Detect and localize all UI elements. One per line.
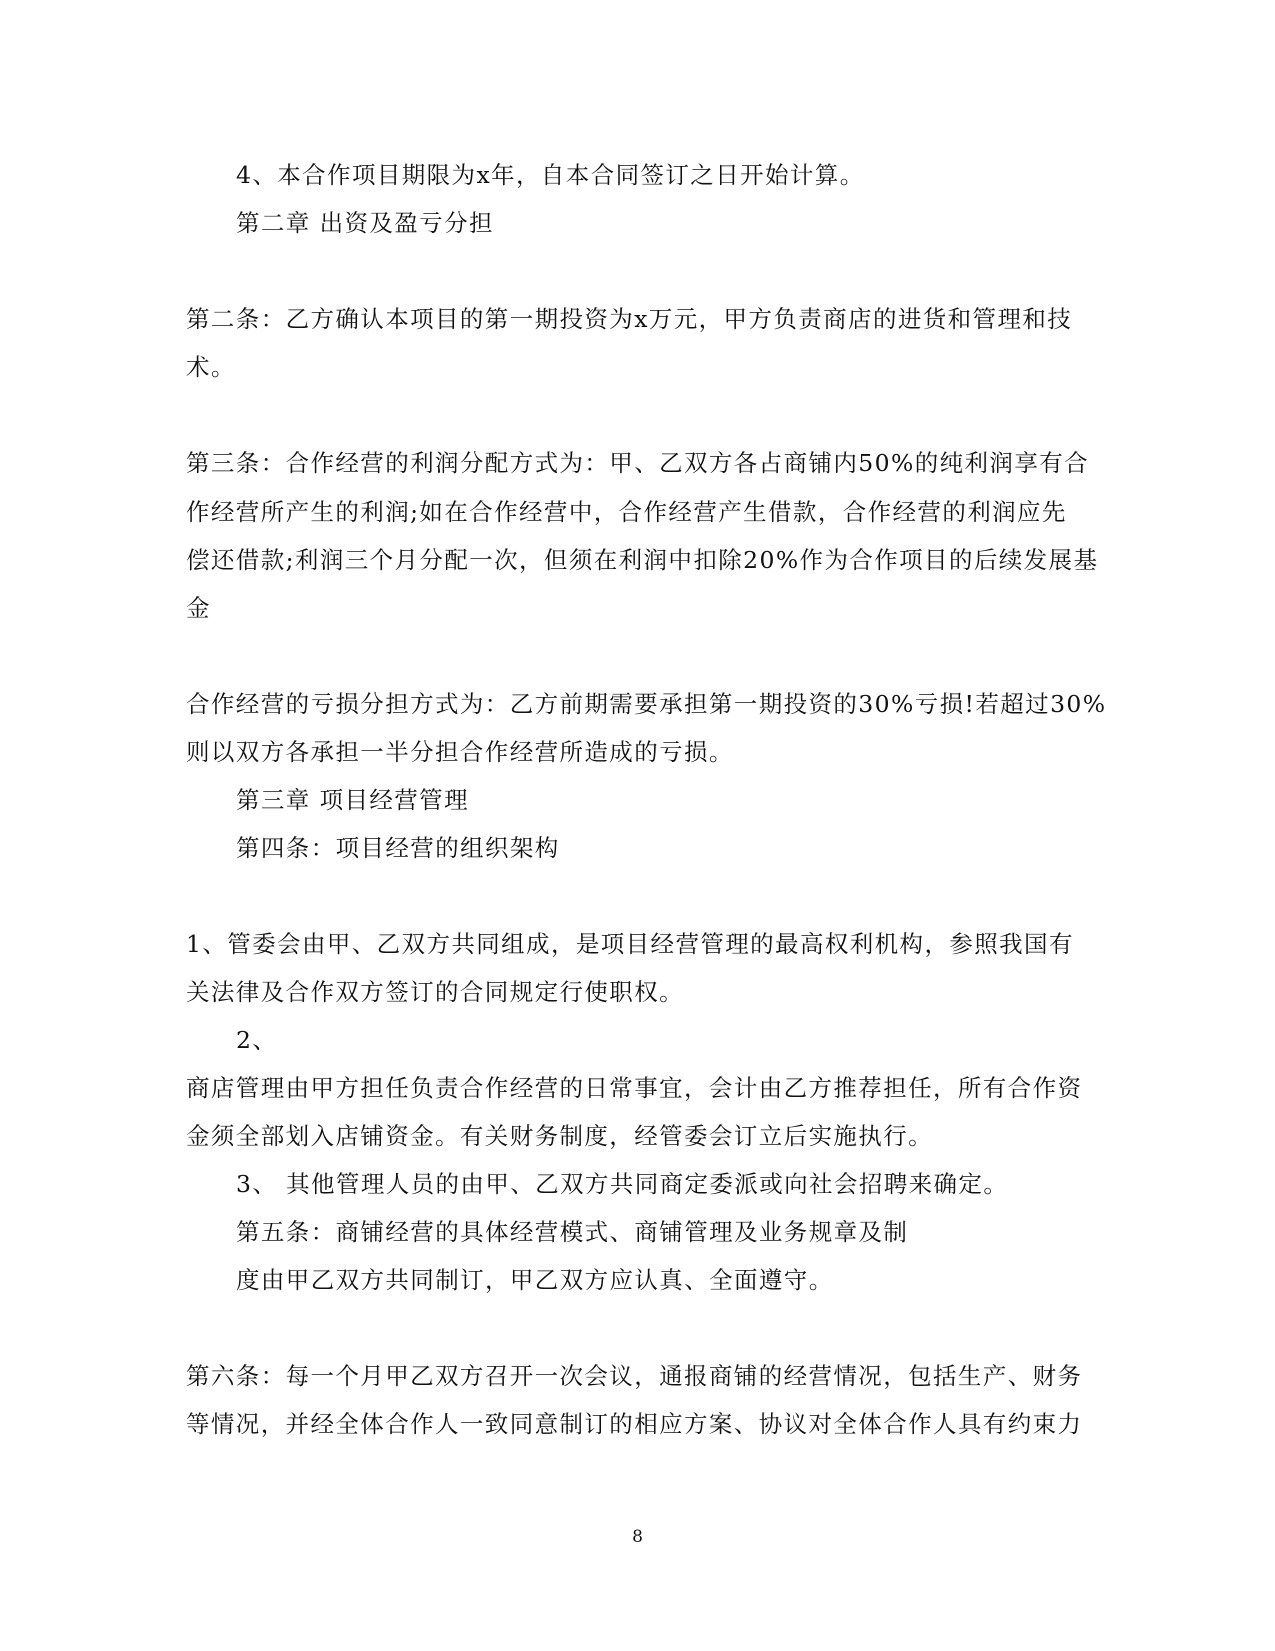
article-6-line-1: 第六条：每一个月甲乙双方召开一次会议，通报商铺的经营情况，包括生产、财务 [186, 1362, 1083, 1390]
article-6-line-2: 等情况，并经全体合作人一致同意制订的相应方案、协议对全体合作人具有约束力 [186, 1410, 1083, 1438]
loss-sharing-line-2: 则以双方各承担一半分担合作经营所造成的亏损。 [186, 738, 734, 766]
loss-sharing-line-1: 合作经营的亏损分担方式为：乙方前期需要承担第一期投资的30%亏损!若超过30% [186, 690, 1107, 718]
article-5-line-2: 度由甲乙双方共同制订，甲乙双方应认真、全面遵守。 [236, 1266, 834, 1294]
article-5-line-1: 第五条：商铺经营的具体经营模式、商铺管理及业务规章及制 [236, 1218, 909, 1246]
article-3-line-1: 第三条：合作经营的利润分配方式为：甲、乙双方各占商铺内50%的纯利润享有合 [186, 449, 1090, 477]
article-3-line-3: 偿还借款;利润三个月分配一次，但须在利润中扣除20%作为合作项目的后续发展基 [186, 546, 1099, 574]
article-4-item-1-line-1: 1、管委会由甲、乙双方共同组成，是项目经营管理的最高权利机构，参照我国有 [186, 930, 1074, 958]
page-number: 8 [632, 1527, 643, 1547]
chapter-2-heading: 第二章 出资及盈亏分担 [236, 209, 494, 237]
article-4-item-2-line-2: 金须全部划入店铺资金。有关财务制度，经管委会订立后实施执行。 [186, 1122, 933, 1150]
chapter-3-heading: 第三章 项目经营管理 [236, 786, 469, 814]
article-4-item-2-line-1: 商店管理由甲方担任负责合作经营的日常事宜，会计由乙方推荐担任，所有合作资 [186, 1074, 1083, 1102]
article-4-item-1-line-2: 关法律及合作双方签订的合同规定行使职权。 [186, 978, 684, 1006]
article-3-line-4: 金 [186, 594, 211, 622]
article-4-item-3: 3、 其他管理人员的由甲、乙双方共同商定委派或向社会招聘来确定。 [236, 1170, 1009, 1198]
article-1-item-4: 4、本合作项目期限为x年，自本合同签订之日开始计算。 [236, 161, 865, 189]
article-4-heading: 第四条：项目经营的组织架构 [236, 834, 560, 862]
article-2-line-2: 术。 [186, 353, 236, 381]
article-3-line-2: 作经营所产生的利润;如在合作经营中，合作经营产生借款，合作经营的利润应先 [186, 498, 1067, 526]
article-4-item-2-number: 2、 [236, 1026, 278, 1054]
article-2-line-1: 第二条：乙方确认本项目的第一期投资为x万元，甲方负责商店的进货和管理和技 [186, 305, 1073, 333]
